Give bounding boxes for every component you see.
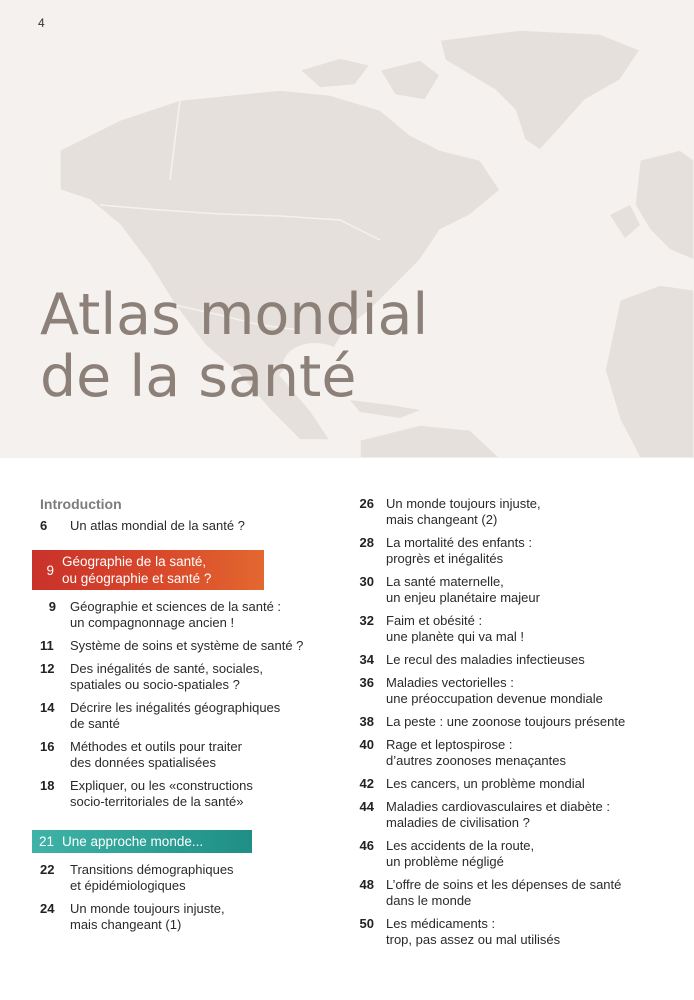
chapter-title-line: Une approche monde... [62,834,204,849]
toc-page-number: 50 [359,916,374,931]
toc-page-number: 9 [48,599,56,614]
toc-entry-title: mais changeant (2) [386,512,498,527]
toc-entry[interactable] [355,838,675,870]
toc-entry-title: un problème négligé [386,854,504,869]
toc-entry[interactable] [355,675,675,707]
toc-page-number: 48 [359,877,374,892]
toc-page-number: 24 [40,901,55,916]
toc-page-number: 18 [40,778,55,793]
toc-entry-title: un enjeu planétaire majeur [386,590,540,605]
toc-entry-title: Système de soins et système de santé ? [70,638,304,653]
chapter-title-line: ou géographie et santé ? [62,571,212,586]
toc-page-number: 34 [359,652,374,667]
chapter-title-line: Géographie de la santé, [62,554,207,569]
toc-entry-title: Géographie et sciences de la santé : [70,599,282,614]
intro-heading: Introduction [40,496,122,512]
toc-entry[interactable] [40,739,330,771]
toc-entry-title: progrès et inégalités [386,551,504,566]
toc-entry-title: La mortalité des enfants : [386,535,532,550]
toc-entry[interactable] [355,877,675,909]
chapter-page-number: 9 [46,562,54,578]
toc-page-number: 14 [40,700,55,715]
toc-entry-title: Un monde toujours injuste, [70,901,225,916]
toc-page-number: 22 [40,862,55,877]
toc-entry[interactable] [40,901,330,933]
toc-entry-title: d’autres zoonoses menaçantes [386,753,566,768]
toc-entry-title: Méthodes et outils pour traiter [70,739,242,754]
toc-entry-title: Les cancers, un problème mondial [386,776,585,791]
toc-entry-title: Maladies vectorielles : [386,675,514,690]
toc-entry[interactable] [355,574,675,606]
toc-entry[interactable] [40,661,330,693]
toc-page-number: 40 [359,737,374,752]
toc-entry[interactable] [355,737,675,769]
toc-page-number: 28 [359,535,374,550]
page-number: 4 [38,16,45,30]
toc-entry-title: Rage et leptospirose : [386,737,513,752]
toc-page-number: 30 [359,574,374,589]
toc-entry-title: une préoccupation devenue mondiale [386,691,603,706]
toc-entry[interactable] [40,599,330,631]
toc-entry[interactable] [355,535,675,567]
toc-entry-title: socio-territoriales de la santé» [70,794,244,809]
title-line-2: de la santé [40,344,357,410]
toc-entry-title: Le recul des maladies infectieuses [386,652,585,667]
toc-entry-title: Faim et obésité : [386,613,483,628]
chapter-page-number: 21 [38,834,54,849]
toc-entry[interactable] [40,778,330,810]
chapter-heading-geographie[interactable] [32,550,264,590]
toc-entry[interactable] [355,776,675,792]
toc-entry-title: Un atlas mondial de la santé ? [70,518,245,533]
toc-entry-title: Expliquer, ou les «constructions [70,778,253,793]
toc-page-number: 6 [40,518,48,533]
toc-entry-title: maladies de civilisation ? [386,815,530,830]
toc-right-column [355,496,675,955]
toc-entry[interactable] [355,714,675,730]
toc-entry[interactable] [40,518,330,534]
toc-entry[interactable] [355,613,675,645]
chapter-heading-approche-monde[interactable] [32,830,252,853]
toc-entry-title: La peste : une zoonose toujours présente [386,714,626,729]
title-line-1: Atlas mondial [40,282,429,348]
toc-page-number: 36 [359,675,374,690]
toc-page-number: 44 [359,799,374,814]
toc-page-number: 38 [359,714,374,729]
toc-entry-title: trop, pas assez ou mal utilisés [386,932,561,947]
toc-entry-title: Des inégalités de santé, sociales, [70,661,263,676]
toc-entry[interactable] [355,916,675,948]
toc-page-number: 46 [359,838,374,853]
toc-page-number: 11 [40,638,54,653]
toc-entry-title: L’offre de soins et les dépenses de santé [386,877,622,892]
toc-entry[interactable] [355,496,675,528]
toc-entry-title: La santé maternelle, [386,574,504,589]
toc-entry-title: Un monde toujours injuste, [386,496,541,511]
toc-entry-title: de santé [70,716,120,731]
toc-entry[interactable] [40,700,330,732]
toc-left-column [40,496,330,940]
toc-entry-title: Les médicaments : [386,916,496,931]
toc-entry[interactable] [40,862,330,894]
toc-entry-title: Maladies cardiovasculaires et diabète : [386,799,611,814]
toc-entry-title: Transitions démographiques [70,862,234,877]
toc-entry[interactable] [40,638,330,654]
page-title [40,284,428,408]
toc-entry-title: et épidémiologiques [70,878,186,893]
toc-page-number: 16 [40,739,55,754]
toc-page-number: 12 [40,661,55,676]
toc-entry-title: spatiales ou socio-spatiales ? [70,677,240,692]
toc-entry-title: un compagnonnage ancien ! [70,615,235,630]
toc-entry-title: une planète qui va mal ! [386,629,525,644]
toc-page-number: 26 [359,496,374,511]
toc-entry[interactable] [355,652,675,668]
toc-entry-title: mais changeant (1) [70,917,182,932]
toc-entry-title: dans le monde [386,893,472,908]
toc-entry-title: Les accidents de la route, [386,838,535,853]
toc-entry-title: des données spatialisées [70,755,216,770]
toc-entry[interactable] [355,799,675,831]
toc-page-number: 42 [359,776,374,791]
toc-page-number: 32 [359,613,374,628]
toc-entry-title: Décrire les inégalités géographiques [70,700,281,715]
